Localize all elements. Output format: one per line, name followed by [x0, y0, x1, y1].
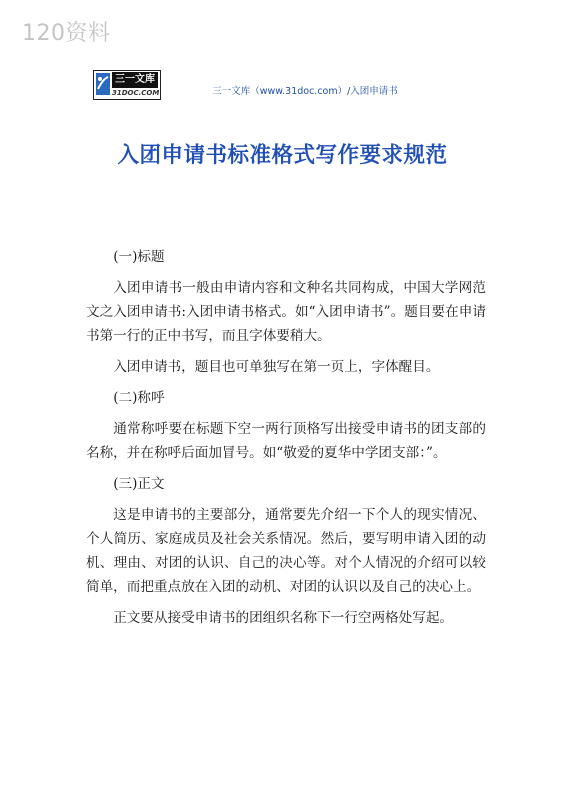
- watermark: 120资料: [22, 21, 111, 46]
- page-title: 入团申请书标准格式写作要求规范: [117, 143, 448, 168]
- header-link[interactable]: 三一文库（www.31doc.com）/入团申请书: [212, 86, 398, 97]
- paragraph: (二)称呼: [113, 390, 165, 406]
- logo-name: 三一文库: [112, 72, 158, 88]
- paragraph: 通常称呼要在标题下空一两行顶格写出接受申请书的团支部的名称，并在称呼后面加冒号。如“敬爱的夏华中学团支部：”。: [86, 421, 486, 461]
- paragraph: 这是申请书的主要部分，通常要先介绍一下个人的现实情况、个人简历、家庭成员及社会关系情况。然后，要写明申请入团的动机、理由、对团的认识、自己的决心等。对个人情况的介绍可以较简单，而把重点放在入团的动机、对团的认识以及自己的决心上。: [86, 507, 486, 595]
- document-body: [86, 245, 486, 637]
- site-logo[interactable]: [93, 70, 161, 100]
- paragraph: (一)标题: [113, 249, 165, 265]
- logo-mark-icon: [96, 73, 110, 95]
- paragraph: 入团申请书一般由申请内容和文种名共同构成，中国大学网范文之入团申请书:入团申请书格式。如“入团申请书”。题目要在申请书第一行的正中书写，而且字体要稍大。: [86, 280, 486, 344]
- paragraph: 入团申请书，题目也可单独写在第一页上，字体醒目。: [113, 359, 440, 375]
- paragraph: (三)正文: [113, 476, 165, 492]
- paragraph: 正文要从接受申请书的团组织名称下一行空两格处写起。: [113, 610, 454, 626]
- logo-domain: 31DOC.COM: [112, 89, 160, 97]
